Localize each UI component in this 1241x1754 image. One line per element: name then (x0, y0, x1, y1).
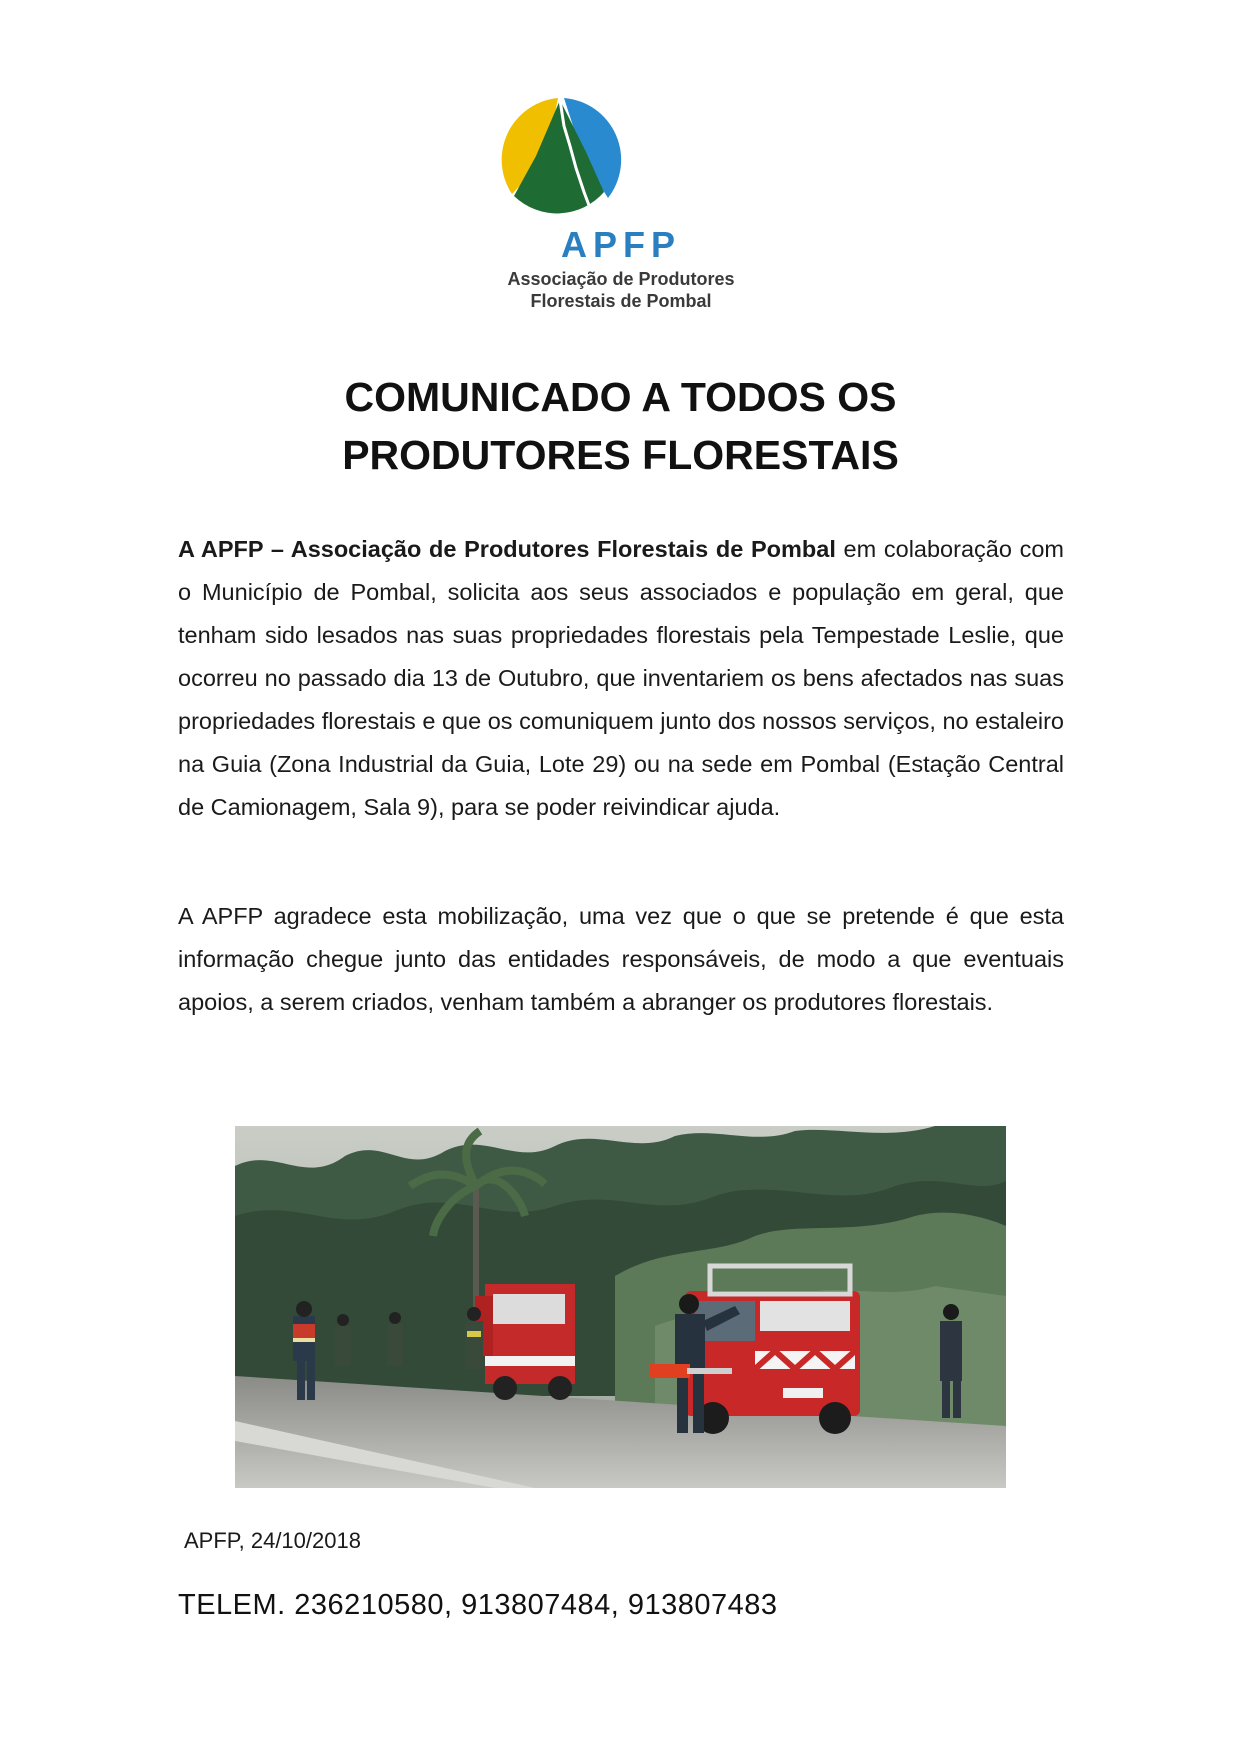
page-title (180, 368, 1061, 484)
paragraph-main (178, 528, 1064, 829)
paragraph-thanks: A APFP agradece esta mobilização, uma vez que o que se pretende é que esta informação chegue junto das entidades responsáveis, de modo a que eventuais apoios, a serem criados, venham também a abranger os produtores florestais. (178, 903, 1064, 1015)
title-line1: COMUNICADO A TODOS OS (344, 374, 897, 420)
logo-acronym: APFP (560, 224, 681, 265)
contact-phones: TELEM. 236210580, 913807484, 913807483 (178, 1589, 778, 1621)
title-line2: PRODUTORES FLORESTAIS (342, 432, 899, 478)
logo-full-name (490, 268, 752, 312)
storm-cleanup-photo (235, 1126, 1006, 1488)
apfp-logo-emblem (490, 96, 752, 226)
paragraph-bold-lead: A APFP – Associação de Produtores Florestais de Pombal (178, 536, 836, 562)
logo-name-line1: Associação de Produtores (507, 269, 735, 289)
photo-illustration (235, 1126, 1006, 1488)
apfp-logo (490, 96, 752, 318)
signature-date: APFP, 24/10/2018 (184, 1528, 361, 1553)
logo-name-line2: Florestais de Pombal (530, 291, 712, 311)
paragraph-main-text: em colaboração com o Município de Pombal, solicita aos seus associados e população em geral, que tenham sido lesados nas suas propriedades florestais pela Tempestade Leslie, que ocorreu no passado dia 13 de Outubro, que inventariem os bens afectados nas suas propriedades florestais e que os comuniquem junto dos nossos serviços, no estaleiro na Guia (Zona Industrial da Guia, Lote 29) ou na sede em Pombal (Estação Central de Camionagem, Sala 9), para se poder reivindicar ajuda. (178, 536, 1064, 820)
